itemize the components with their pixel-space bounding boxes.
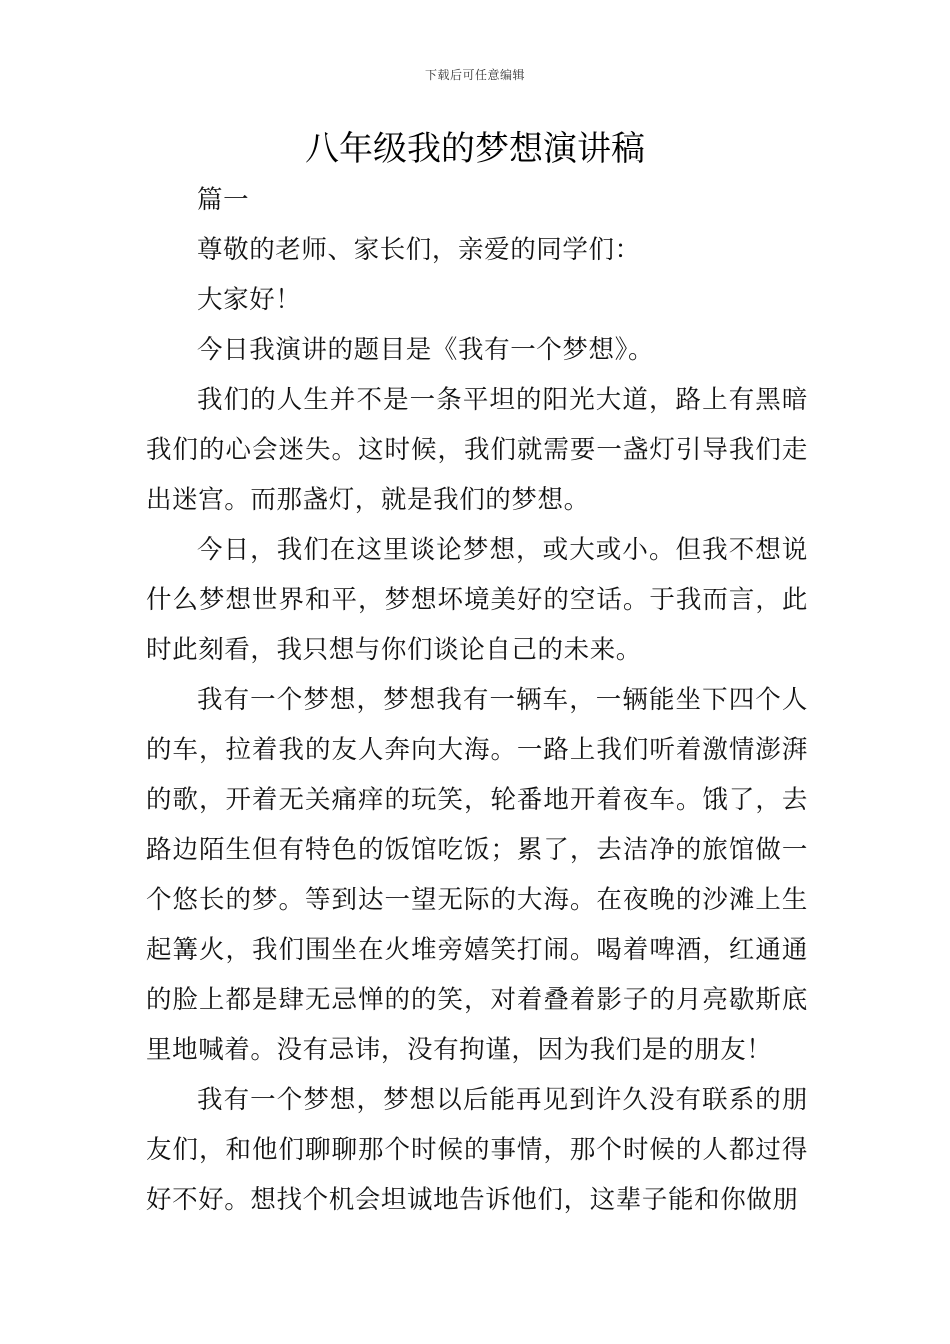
document-title: 八年级我的梦想演讲稿 [305,129,645,169]
paragraph-body: 我有一个梦想，梦想我有一辆车，一辆能坐下四个人的车，拉着我的友人奔向大海。一路上我们听着激情澎湃的歌，开着无关痛痒的玩笑，轮番地开着夜车。饿了，去路边陌生但有特色的饭馆吃饭；累了，去洁净的旅馆做一个悠长的梦。等到达一望无际的大海。在夜晚的沙滩上生起篝火，我们围坐在火堆旁嬉笑打闹。喝着啤酒，红通通的脸上都是肆无忌惮的的笑，对着叠着影子的月亮歇斯底里地喊着。没有忌讳，没有拘谨，因为我们是的朋友！ [146,685,808,1065]
paragraph-salutation: 尊敬的老师、家长们，亲爱的同学们： [197,235,641,265]
paragraph-greeting: 大家好！ [197,285,302,315]
paragraph-body: 我们的人生并不是一条平坦的阳光大道，路上有黑暗我们的心会迷失。这时候，我们就需要一盏灯引导我们走出迷宫。而那盏灯，就是我们的梦想。 [146,385,808,515]
paragraph-section-label: 篇一 [197,185,250,215]
paragraph-topic: 今日我演讲的题目是《我有一个梦想》。 [197,335,655,365]
document-body [146,175,808,1225]
paragraph-body: 我有一个梦想，梦想以后能再见到许久没有联系的朋友们，和他们聊聊那个时候的事情，那个时候的人都过得好不好。想找个机会坦诚地告诉他们，这辈子能和你做朋 [146,1085,808,1215]
paragraph-body: 今日，我们在这里谈论梦想，或大或小。但我不想说什么梦想世界和平，梦想坏境美好的空话。于我而言，此时此刻看，我只想与你们谈论自己的未来。 [146,535,808,665]
header-note: 下载后可任意编辑 [424,68,525,82]
